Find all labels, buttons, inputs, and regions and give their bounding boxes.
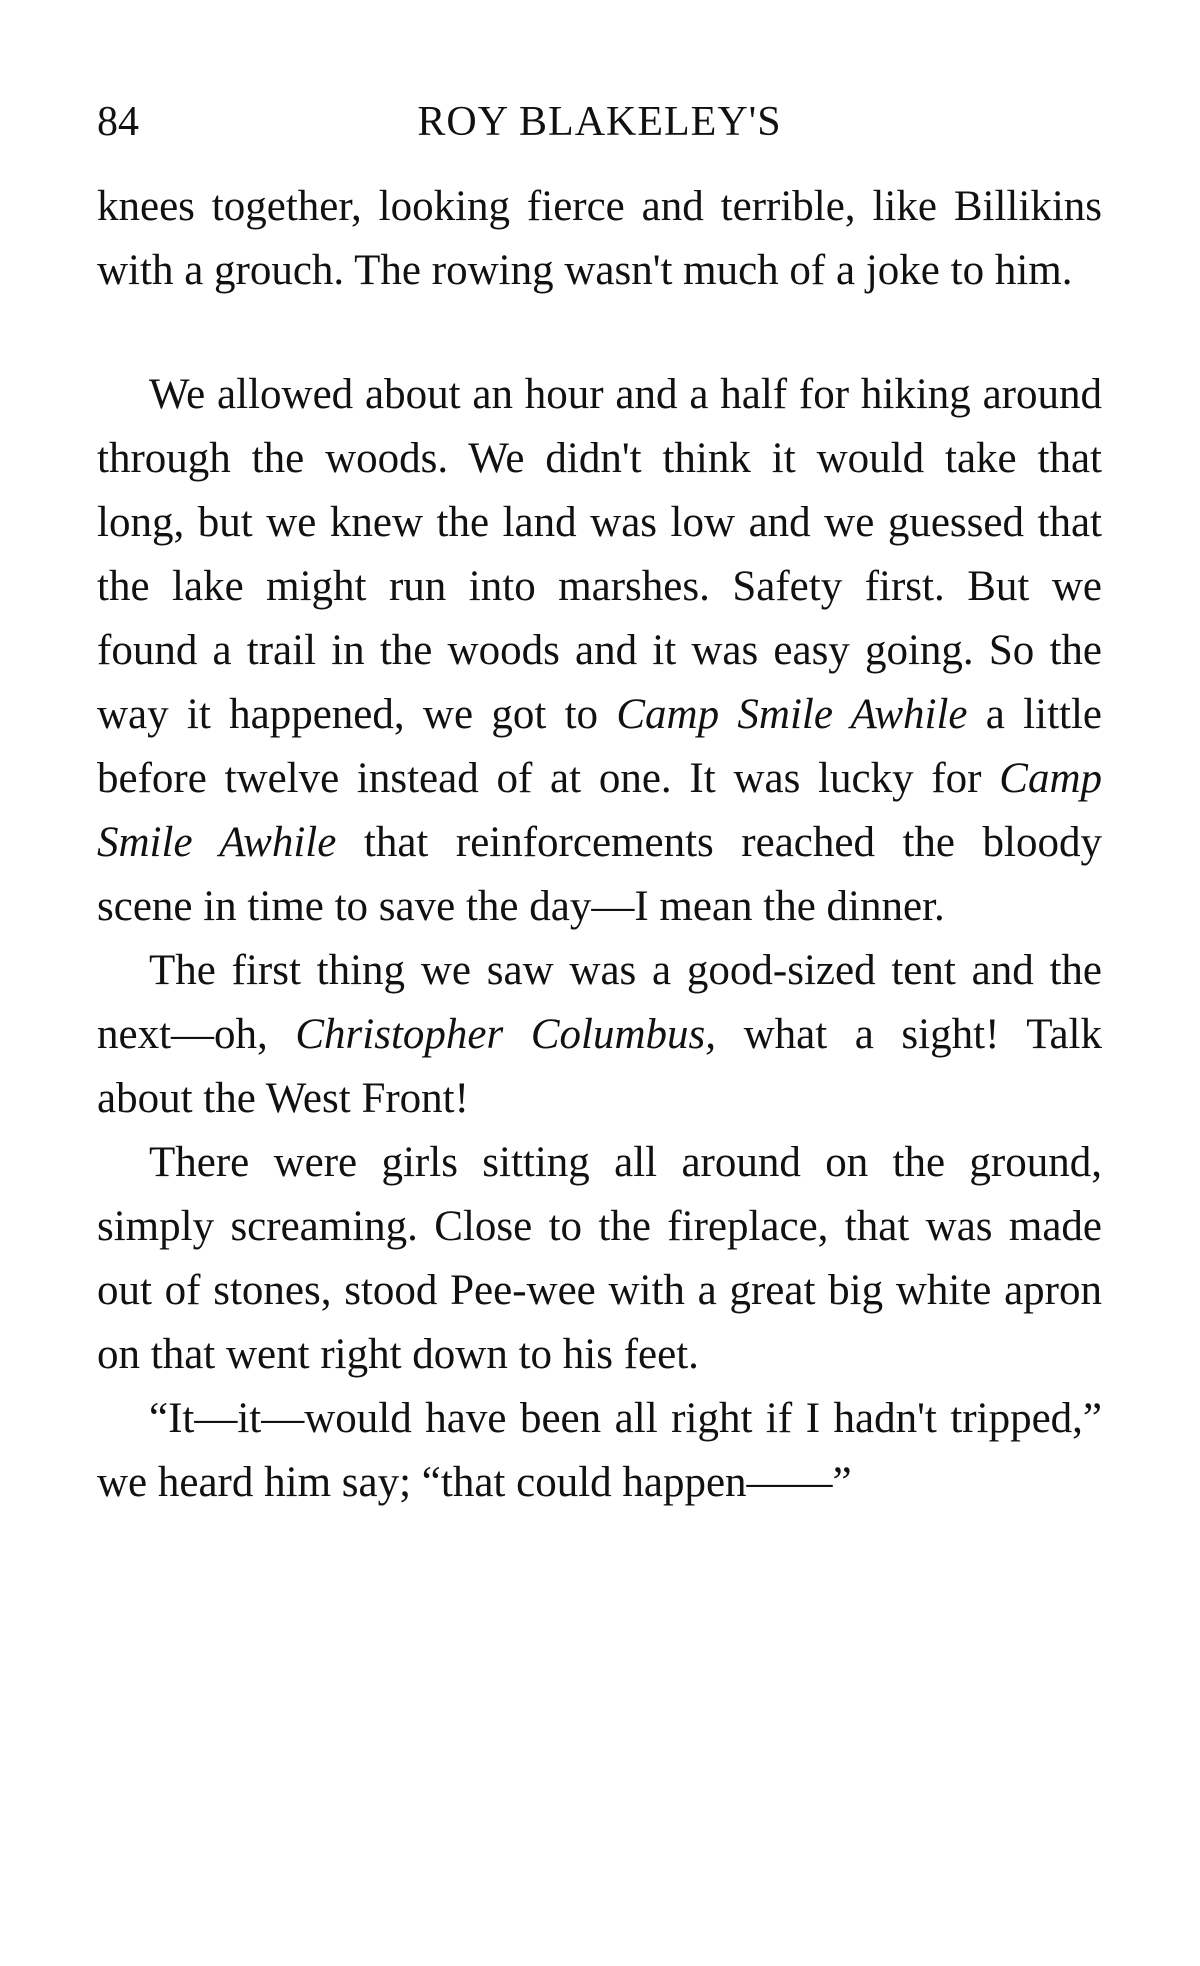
paragraph-continued: knees together, looking fierce and terrible, like Billikins with a grouch. The rowing wasn't much of a joke to him. [97,183,1102,294]
body-text [97,175,1102,1515]
exclamation-italic: Christopher Columbus, [295,1011,716,1058]
paragraph-hiking: We allowed about an hour and a half for hiking around through the woods. We didn't think it would take that long, but we knew the land was low and we guessed that the lake might run into marshes. Safety first. But we found a trail in the woods and it was easy going. So the way it happened, we got to Camp Smile Awhile a little before twelve instead of at one. It was lucky for Camp Smile Awhile that reinforcements reached the bloody scene in time to save the day—I mean the dinner. [97,371,1102,930]
paragraph-girls: There were girls sitting all around on the ground, simply screaming. Close to the fireplace, that was made out of stones, stood Pee-wee with a great big white apron on that went right down to his feet. [97,1139,1102,1378]
camp-name-italic: Camp Smile Awhile [97,755,1102,866]
paragraph-quote: “It—it—would have been all right if I hadn't tripped,” we heard him say; “that could happen——” [97,1395,1102,1506]
paragraph-tent: The first thing we saw was a good-sized tent and the next—oh, Christopher Columbus, what a sight! Talk about the West Front! [97,947,1102,1122]
camp-name-italic: Camp Smile Awhile [616,691,968,738]
page-header [97,92,1102,152]
running-title: ROY BLAKELEY'S [417,99,782,145]
page-number: 84 [97,99,139,145]
